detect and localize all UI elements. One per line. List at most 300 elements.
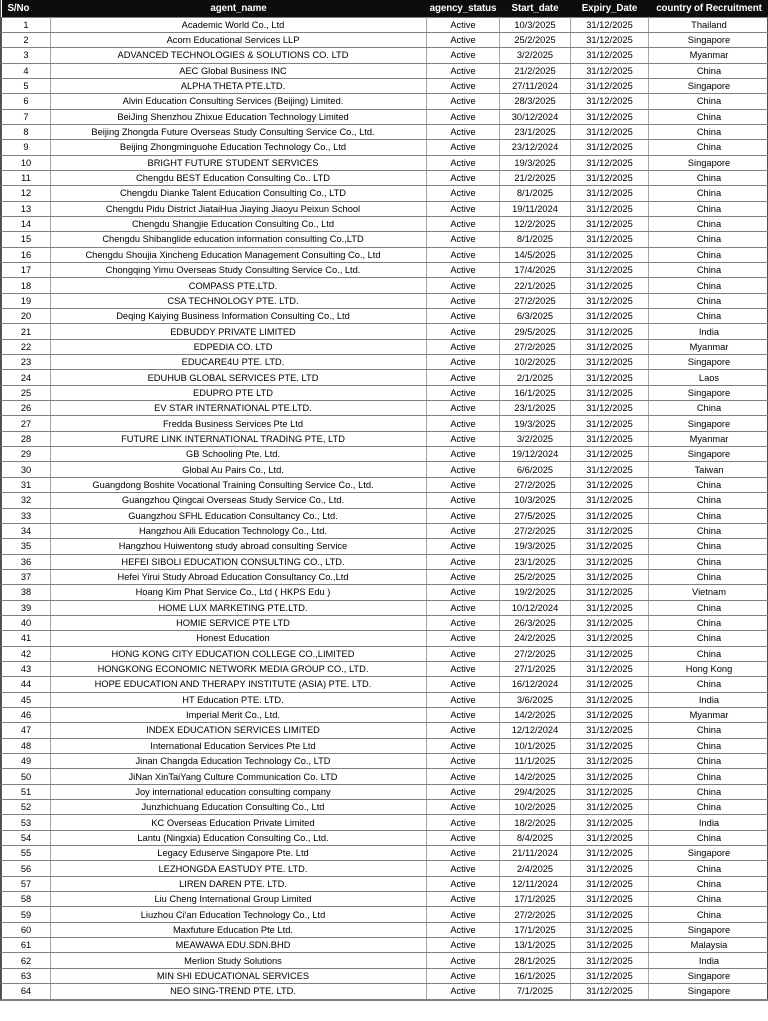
cell-agent-name: Chengdu Shangjie Education Consulting Co., Ltd (51, 216, 427, 231)
cell-start-date: 27/2/2025 (500, 339, 571, 354)
table-row[interactable] (2, 447, 768, 462)
cell-expiry-date: 31/12/2025 (571, 124, 649, 139)
cell-agency-status: Active (427, 677, 500, 692)
cell-agent-name: Alvin Education Consulting Services (Beijing) Limited. (51, 94, 427, 109)
cell-sno: 5 (2, 78, 51, 93)
cell-start-date: 28/3/2025 (500, 94, 571, 109)
cell-country: China (649, 201, 768, 216)
cell-agent-name: BRIGHT FUTURE STUDENT SERVICES (51, 155, 427, 170)
cell-country: Myanmar (649, 48, 768, 63)
cell-expiry-date: 31/12/2025 (571, 800, 649, 815)
cell-sno: 42 (2, 646, 51, 661)
cell-agent-name: FUTURE LINK INTERNATIONAL TRADING PTE, LTD (51, 431, 427, 446)
cell-expiry-date: 31/12/2025 (571, 615, 649, 630)
cell-sno: 33 (2, 508, 51, 523)
cell-expiry-date: 31/12/2025 (571, 953, 649, 968)
cell-agency-status: Active (427, 508, 500, 523)
table-row[interactable] (2, 661, 768, 676)
cell-country: China (649, 523, 768, 538)
cell-agent-name: Legacy Eduserve Singapore Pte. Ltd (51, 846, 427, 861)
cell-start-date: 3/6/2025 (500, 692, 571, 707)
table-row[interactable] (2, 723, 768, 738)
cell-sno: 43 (2, 661, 51, 676)
cell-agency-status: Active (427, 569, 500, 584)
table-row[interactable] (2, 815, 768, 830)
table-row[interactable] (2, 646, 768, 661)
cell-start-date: 19/3/2025 (500, 155, 571, 170)
cell-country: China (649, 63, 768, 78)
table-row[interactable] (2, 707, 768, 722)
cell-expiry-date: 31/12/2025 (571, 938, 649, 953)
cell-country: China (649, 677, 768, 692)
table-row[interactable] (2, 800, 768, 815)
cell-agency-status: Active (427, 661, 500, 676)
cell-sno: 7 (2, 109, 51, 124)
cell-sno: 19 (2, 293, 51, 308)
cell-agent-name: Chongqing Yimu Overseas Study Consulting Service Co., Ltd. (51, 263, 427, 278)
cell-start-date: 29/4/2025 (500, 784, 571, 799)
cell-country: Singapore (649, 968, 768, 983)
cell-sno: 28 (2, 431, 51, 446)
cell-sno: 17 (2, 263, 51, 278)
cell-agent-name: ALPHA THETA PTE.LTD. (51, 78, 427, 93)
table-row[interactable] (2, 968, 768, 983)
table-row[interactable] (2, 738, 768, 753)
cell-sno: 3 (2, 48, 51, 63)
cell-agent-name: Beijing Zhongda Future Overseas Study Consulting Service Co., Ltd. (51, 124, 427, 139)
cell-start-date: 14/2/2025 (500, 769, 571, 784)
cell-country: Singapore (649, 155, 768, 170)
cell-agent-name: Acorn Educational Services LLP (51, 32, 427, 47)
cell-sno: 26 (2, 401, 51, 416)
cell-expiry-date: 31/12/2025 (571, 309, 649, 324)
cell-agency-status: Active (427, 78, 500, 93)
cell-expiry-date: 31/12/2025 (571, 907, 649, 922)
cell-expiry-date: 31/12/2025 (571, 416, 649, 431)
cell-start-date: 23/12/2024 (500, 140, 571, 155)
cell-agency-status: Active (427, 48, 500, 63)
table-row[interactable] (2, 692, 768, 707)
cell-sno: 53 (2, 815, 51, 830)
cell-country: China (649, 508, 768, 523)
cell-agent-name: JiNan XinTaiYang Culture Communication Co. LTD (51, 769, 427, 784)
table-row[interactable] (2, 94, 768, 109)
cell-expiry-date: 31/12/2025 (571, 892, 649, 907)
cell-start-date: 23/1/2025 (500, 124, 571, 139)
cell-start-date: 23/1/2025 (500, 554, 571, 569)
cell-sno: 31 (2, 477, 51, 492)
cell-agency-status: Active (427, 984, 500, 999)
cell-agency-status: Active (427, 124, 500, 139)
cell-country: India (649, 815, 768, 830)
cell-agency-status: Active (427, 278, 500, 293)
cell-expiry-date: 31/12/2025 (571, 278, 649, 293)
cell-sno: 12 (2, 186, 51, 201)
cell-agent-name: EDBUDDY PRIVATE LIMITED (51, 324, 427, 339)
cell-expiry-date: 31/12/2025 (571, 293, 649, 308)
table-row[interactable] (2, 907, 768, 922)
cell-sno: 14 (2, 216, 51, 231)
cell-country: China (649, 477, 768, 492)
cell-sno: 38 (2, 585, 51, 600)
cell-sno: 15 (2, 232, 51, 247)
cell-sno: 10 (2, 155, 51, 170)
table-row[interactable] (2, 846, 768, 861)
cell-sno: 49 (2, 754, 51, 769)
cell-expiry-date: 31/12/2025 (571, 339, 649, 354)
cell-agent-name: GB Schooling Pte. Ltd. (51, 447, 427, 462)
cell-agent-name: COMPASS PTE.LTD. (51, 278, 427, 293)
table-row[interactable] (2, 401, 768, 416)
cell-sno: 11 (2, 170, 51, 185)
cell-agent-name: Guangzhou SFHL Education Consultancy Co., Ltd. (51, 508, 427, 523)
table-row[interactable] (2, 293, 768, 308)
cell-agent-name: Imperial Merit Co., Ltd. (51, 707, 427, 722)
cell-country: Taiwan (649, 462, 768, 477)
table-row[interactable] (2, 938, 768, 953)
cell-sno: 48 (2, 738, 51, 753)
table-row[interactable] (2, 600, 768, 615)
cell-start-date: 27/11/2024 (500, 78, 571, 93)
cell-expiry-date: 31/12/2025 (571, 569, 649, 584)
table-row[interactable] (2, 109, 768, 124)
cell-agency-status: Active (427, 355, 500, 370)
table-row[interactable] (2, 201, 768, 216)
table-row[interactable] (2, 232, 768, 247)
table-row[interactable] (2, 431, 768, 446)
table-row[interactable] (2, 186, 768, 201)
cell-agency-status: Active (427, 263, 500, 278)
table-row[interactable] (2, 754, 768, 769)
cell-country: China (649, 278, 768, 293)
table-row[interactable] (2, 78, 768, 93)
cell-expiry-date: 31/12/2025 (571, 707, 649, 722)
cell-agent-name: HT Education PTE. LTD. (51, 692, 427, 707)
cell-start-date: 21/2/2025 (500, 63, 571, 78)
column-header-expiry-date[interactable]: Expiry_Date (571, 0, 649, 17)
cell-start-date: 26/3/2025 (500, 615, 571, 630)
cell-agency-status: Active (427, 738, 500, 753)
cell-agency-status: Active (427, 800, 500, 815)
cell-sno: 24 (2, 370, 51, 385)
cell-sno: 23 (2, 355, 51, 370)
cell-start-date: 10/12/2024 (500, 600, 571, 615)
table-row[interactable] (2, 124, 768, 139)
cell-expiry-date: 31/12/2025 (571, 447, 649, 462)
cell-expiry-date: 31/12/2025 (571, 493, 649, 508)
cell-start-date: 23/1/2025 (500, 401, 571, 416)
cell-start-date: 3/2/2025 (500, 48, 571, 63)
cell-agency-status: Active (427, 784, 500, 799)
cell-agency-status: Active (427, 968, 500, 983)
cell-agent-name: Liu Cheng International Group Limited (51, 892, 427, 907)
cell-expiry-date: 31/12/2025 (571, 830, 649, 845)
cell-sno: 39 (2, 600, 51, 615)
cell-agent-name: Hangzhou Huiwentong study abroad consulting Service (51, 539, 427, 554)
cell-expiry-date: 31/12/2025 (571, 846, 649, 861)
cell-country: China (649, 401, 768, 416)
table-row[interactable] (2, 140, 768, 155)
cell-sno: 56 (2, 861, 51, 876)
table-row[interactable] (2, 769, 768, 784)
column-header-country-of-recruitment[interactable]: country of Recruitment (649, 0, 768, 17)
table-row[interactable] (2, 263, 768, 278)
cell-agency-status: Active (427, 892, 500, 907)
cell-expiry-date: 31/12/2025 (571, 324, 649, 339)
table-row[interactable] (2, 278, 768, 293)
cell-start-date: 2/4/2025 (500, 861, 571, 876)
column-header-agent-name[interactable]: agent_name (51, 0, 427, 17)
cell-country: Singapore (649, 984, 768, 999)
table-row[interactable] (2, 539, 768, 554)
table-row[interactable] (2, 32, 768, 47)
table-row[interactable] (2, 493, 768, 508)
cell-agent-name: AEC Global Business INC (51, 63, 427, 78)
cell-expiry-date: 31/12/2025 (571, 984, 649, 999)
cell-start-date: 18/2/2025 (500, 815, 571, 830)
cell-agent-name: Merlion Study Solutions (51, 953, 427, 968)
cell-agent-name: Honest Education (51, 631, 427, 646)
cell-agent-name: HOME LUX MARKETING PTE.LTD. (51, 600, 427, 615)
cell-start-date: 17/1/2025 (500, 892, 571, 907)
cell-sno: 36 (2, 554, 51, 569)
cell-agent-name: Guangzhou Qingcai Overseas Study Service Co., Ltd. (51, 493, 427, 508)
cell-expiry-date: 31/12/2025 (571, 876, 649, 891)
table-row[interactable] (2, 615, 768, 630)
table-row[interactable] (2, 155, 768, 170)
cell-expiry-date: 31/12/2025 (571, 385, 649, 400)
table-row[interactable] (2, 416, 768, 431)
cell-agency-status: Active (427, 769, 500, 784)
cell-start-date: 17/1/2025 (500, 922, 571, 937)
cell-sno: 30 (2, 462, 51, 477)
table-row[interactable] (2, 984, 768, 999)
cell-sno: 37 (2, 569, 51, 584)
table-row[interactable] (2, 569, 768, 584)
cell-country: China (649, 907, 768, 922)
table-row[interactable] (2, 370, 768, 385)
cell-agent-name: INDEX EDUCATION SERVICES LIMITED (51, 723, 427, 738)
cell-sno: 22 (2, 339, 51, 354)
cell-country: China (649, 539, 768, 554)
cell-agency-status: Active (427, 477, 500, 492)
table-row[interactable] (2, 861, 768, 876)
cell-sno: 35 (2, 539, 51, 554)
table-row[interactable] (2, 922, 768, 937)
cell-country: China (649, 140, 768, 155)
cell-agency-status: Active (427, 554, 500, 569)
column-header-start-date[interactable]: Start_date (500, 0, 571, 17)
cell-expiry-date: 31/12/2025 (571, 32, 649, 47)
cell-expiry-date: 31/12/2025 (571, 600, 649, 615)
table-row[interactable] (2, 462, 768, 477)
cell-start-date: 27/2/2025 (500, 293, 571, 308)
cell-agent-name: EDUCARE4U PTE. LTD. (51, 355, 427, 370)
cell-country: Hong Kong (649, 661, 768, 676)
cell-expiry-date: 31/12/2025 (571, 232, 649, 247)
cell-start-date: 22/1/2025 (500, 278, 571, 293)
cell-agency-status: Active (427, 247, 500, 262)
cell-country: Singapore (649, 416, 768, 431)
cell-agent-name: Hoang Kim Phat Service Co., Ltd ( HKPS Edu ) (51, 585, 427, 600)
cell-expiry-date: 31/12/2025 (571, 140, 649, 155)
cell-country: China (649, 309, 768, 324)
cell-sno: 47 (2, 723, 51, 738)
cell-agency-status: Active (427, 462, 500, 477)
cell-country: China (649, 247, 768, 262)
cell-agency-status: Active (427, 94, 500, 109)
cell-country: China (649, 754, 768, 769)
cell-start-date: 10/1/2025 (500, 738, 571, 753)
cell-sno: 50 (2, 769, 51, 784)
table-row[interactable] (2, 830, 768, 845)
cell-sno: 54 (2, 830, 51, 845)
cell-agency-status: Active (427, 309, 500, 324)
cell-sno: 1 (2, 17, 51, 32)
cell-agent-name: Chengdu Shibanglide education information consulting Co.,LTD (51, 232, 427, 247)
cell-agency-status: Active (427, 232, 500, 247)
cell-country: China (649, 738, 768, 753)
cell-country: Singapore (649, 846, 768, 861)
table-row[interactable] (2, 477, 768, 492)
cell-country: Singapore (649, 355, 768, 370)
cell-agent-name: BeiJing Shenzhou Zhixue Education Technology Limited (51, 109, 427, 124)
cell-agency-status: Active (427, 585, 500, 600)
cell-start-date: 19/3/2025 (500, 416, 571, 431)
cell-start-date: 6/3/2025 (500, 309, 571, 324)
cell-country: China (649, 170, 768, 185)
cell-sno: 20 (2, 309, 51, 324)
cell-country: Singapore (649, 922, 768, 937)
cell-agency-status: Active (427, 385, 500, 400)
cell-expiry-date: 31/12/2025 (571, 554, 649, 569)
table-row[interactable] (2, 63, 768, 78)
cell-sno: 16 (2, 247, 51, 262)
cell-expiry-date: 31/12/2025 (571, 769, 649, 784)
cell-country: China (649, 861, 768, 876)
cell-start-date: 27/2/2025 (500, 907, 571, 922)
table-row[interactable] (2, 339, 768, 354)
cell-agency-status: Active (427, 876, 500, 891)
cell-agent-name: Joy international education consulting company (51, 784, 427, 799)
cell-country: Laos (649, 370, 768, 385)
cell-start-date: 12/2/2025 (500, 216, 571, 231)
cell-start-date: 16/1/2025 (500, 968, 571, 983)
table-row[interactable] (2, 247, 768, 262)
column-header-sno[interactable]: S/No (2, 0, 51, 17)
cell-expiry-date: 31/12/2025 (571, 78, 649, 93)
table-row[interactable] (2, 170, 768, 185)
cell-start-date: 24/2/2025 (500, 631, 571, 646)
cell-agent-name: KC Overseas Education Private Limited (51, 815, 427, 830)
cell-expiry-date: 31/12/2025 (571, 48, 649, 63)
cell-agency-status: Active (427, 846, 500, 861)
cell-agent-name: Guangdong Boshite Vocational Training Consulting Service Co., Ltd. (51, 477, 427, 492)
table-row[interactable] (2, 355, 768, 370)
cell-country: Singapore (649, 32, 768, 47)
cell-agent-name: HEFEI SIBOLI EDUCATION CONSULTING CO., LTD. (51, 554, 427, 569)
cell-agent-name: HONGKONG ECONOMIC NETWORK MEDIA GROUP CO., LTD. (51, 661, 427, 676)
cell-start-date: 13/1/2025 (500, 938, 571, 953)
table-row[interactable] (2, 309, 768, 324)
cell-country: India (649, 692, 768, 707)
cell-agency-status: Active (427, 140, 500, 155)
cell-country: China (649, 263, 768, 278)
cell-agent-name: Lantu (Ningxia) Education Consulting Co., Ltd. (51, 830, 427, 845)
cell-country: China (649, 631, 768, 646)
table-row[interactable] (2, 508, 768, 523)
cell-agent-name: Global Au Pairs Co., Ltd. (51, 462, 427, 477)
cell-start-date: 19/3/2025 (500, 539, 571, 554)
cell-sno: 13 (2, 201, 51, 216)
table-row[interactable] (2, 892, 768, 907)
cell-country: China (649, 600, 768, 615)
table-row[interactable] (2, 953, 768, 968)
cell-agent-name: MEAWAWA EDU.SDN.BHD (51, 938, 427, 953)
table-row[interactable] (2, 631, 768, 646)
table-row[interactable] (2, 17, 768, 32)
table-row[interactable] (2, 585, 768, 600)
cell-agent-name: HOPE EDUCATION AND THERAPY INSTITUTE (ASIA) PTE. LTD. (51, 677, 427, 692)
table-row[interactable] (2, 876, 768, 891)
cell-country: Thailand (649, 17, 768, 32)
cell-sno: 40 (2, 615, 51, 630)
cell-country: Malaysia (649, 938, 768, 953)
cell-start-date: 7/1/2025 (500, 984, 571, 999)
cell-agency-status: Active (427, 861, 500, 876)
cell-start-date: 27/5/2025 (500, 508, 571, 523)
cell-start-date: 10/2/2025 (500, 800, 571, 815)
table-row[interactable] (2, 677, 768, 692)
table-row[interactable] (2, 385, 768, 400)
cell-agent-name: EV STAR INTERNATIONAL PTE.LTD. (51, 401, 427, 416)
table-row[interactable] (2, 48, 768, 63)
cell-agent-name: Junzhichuang Education Consulting Co., Ltd (51, 800, 427, 815)
cell-agency-status: Active (427, 692, 500, 707)
cell-agency-status: Active (427, 631, 500, 646)
cell-agency-status: Active (427, 201, 500, 216)
table-row[interactable] (2, 554, 768, 569)
cell-agency-status: Active (427, 523, 500, 538)
cell-start-date: 8/4/2025 (500, 830, 571, 845)
cell-start-date: 8/1/2025 (500, 232, 571, 247)
cell-sno: 27 (2, 416, 51, 431)
cell-agency-status: Active (427, 32, 500, 47)
cell-expiry-date: 31/12/2025 (571, 201, 649, 216)
cell-expiry-date: 31/12/2025 (571, 661, 649, 676)
column-header-agency-status[interactable]: agency_status (427, 0, 500, 17)
cell-agent-name: International Education Services Pte Ltd (51, 738, 427, 753)
cell-sno: 60 (2, 922, 51, 937)
cell-sno: 63 (2, 968, 51, 983)
cell-sno: 21 (2, 324, 51, 339)
cell-expiry-date: 31/12/2025 (571, 631, 649, 646)
cell-agency-status: Active (427, 539, 500, 554)
cell-sno: 55 (2, 846, 51, 861)
table-row[interactable] (2, 216, 768, 231)
cell-agent-name: HOMIE SERVICE PTE LTD (51, 615, 427, 630)
cell-agency-status: Active (427, 339, 500, 354)
cell-agency-status: Active (427, 953, 500, 968)
cell-expiry-date: 31/12/2025 (571, 738, 649, 753)
cell-agent-name: Hefei Yirui Study Abroad Education Consultancy Co.,Ltd (51, 569, 427, 584)
table-row[interactable] (2, 784, 768, 799)
table-row[interactable] (2, 324, 768, 339)
cell-agency-status: Active (427, 600, 500, 615)
table-row[interactable] (2, 523, 768, 538)
cell-sno: 29 (2, 447, 51, 462)
cell-start-date: 2/1/2025 (500, 370, 571, 385)
